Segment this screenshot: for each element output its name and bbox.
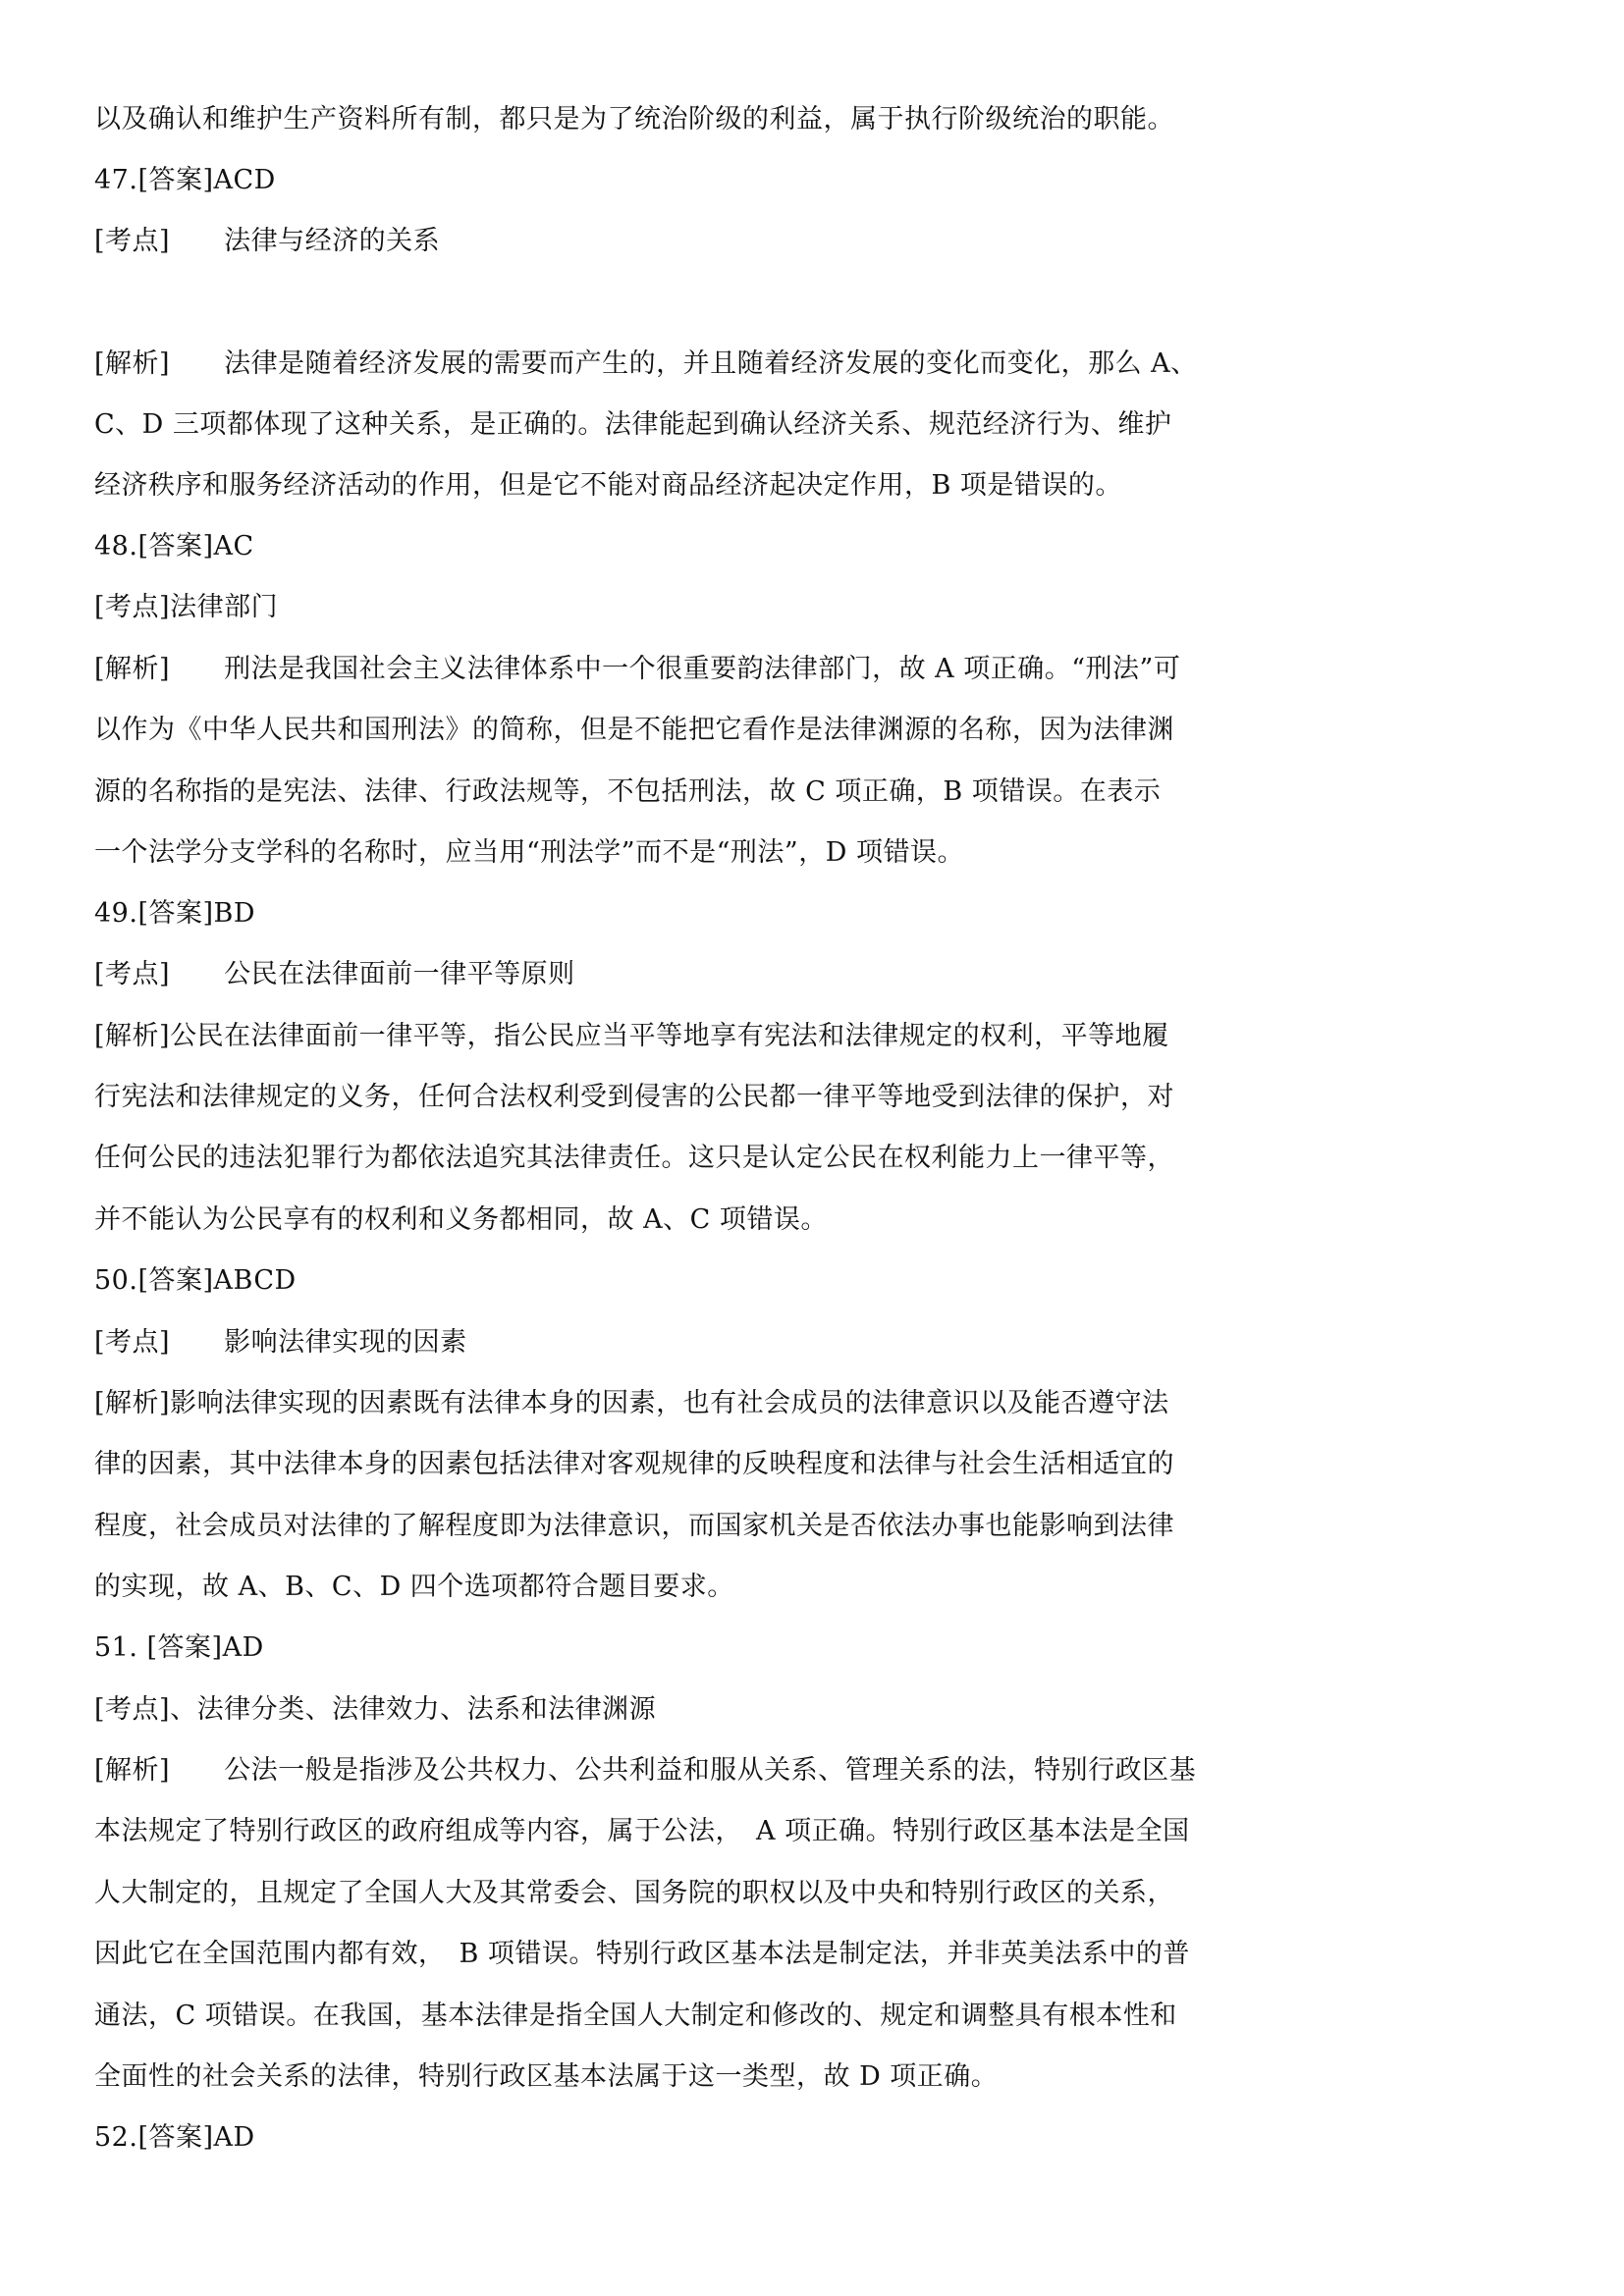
answer-52: 52.[答案]AD — [94, 2122, 255, 2153]
text-line: 全面性的社会关系的法律，特别行政区基本法属于这一类型，故 D 项正确。 — [94, 2061, 999, 2092]
text-line: 行宪法和法律规定的义务，任何合法权利受到侵害的公民都一律平等地受到法律的保护，对 — [94, 1082, 1174, 1112]
text-line: 经济秩序和服务经济活动的作用，但是它不能对商品经济起决定作用，B 项是错误的。 — [94, 470, 1122, 501]
topic-51: [考点]、法律分类、法律效力、法系和法律渊源 — [94, 1694, 657, 1725]
topic-47: [考点] 法律与经济的关系 — [94, 226, 441, 256]
analysis-48: [解析] 刑法是我国社会主义法律体系中一个很重要韵法律部门，故 A 项正确。“刑法”可 — [94, 654, 1181, 684]
text-line: 一个法学分支学科的名称时，应当用“刑法学”而不是“刑法”，D 项错误。 — [94, 837, 964, 868]
text-line: 以及确认和维护生产资料所有制，都只是为了统治阶级的利益，属于执行阶级统治的职能。 — [94, 104, 1174, 134]
analysis-49: [解析]公民在法律面前一律平等，指公民应当平等地享有宪法和法律规定的权利，平等地履 — [94, 1021, 1169, 1051]
text-line: 程度，社会成员对法律的了解程度即为法律意识，而国家机关是否依法办事也能影响到法律 — [94, 1511, 1174, 1541]
answer-49: 49.[答案]BD — [94, 898, 255, 929]
text-line: 人大制定的，且规定了全国人大及其常委会、国务院的职权以及中央和特别行政区的关系， — [94, 1878, 1174, 1908]
answer-50: 50.[答案]ABCD — [94, 1265, 297, 1296]
text-line: 任何公民的违法犯罪行为都依法追究其法律责任。这只是认定公民在权利能力上一律平等， — [94, 1143, 1174, 1173]
text-line: 的实现，故 A、B、C、D 四个选项都符合题目要求。 — [94, 1572, 734, 1602]
text-line: 通法，C 项错误。在我国，基本法律是指全国人大制定和修改的、规定和调整具有根本性和 — [94, 2001, 1177, 2031]
text-line: 律的因素，其中法律本身的因素包括法律对客观规律的反映程度和法律与社会生活相适宜的 — [94, 1449, 1174, 1479]
text-line: 因此它在全国范围内都有效， B 项错误。特别行政区基本法是制定法，并非英美法系中的普 — [94, 1939, 1190, 1969]
answer-51: 51. [答案]AD — [94, 1632, 264, 1663]
text-line: C、D 三项都体现了这种关系，是正确的。法律能起到确认经济关系、规范经济行为、维护 — [94, 409, 1172, 440]
text-line: 源的名称指的是宪法、法律、行政法规等，不包括刑法，故 C 项正确，B 项错误。在表示 — [94, 776, 1162, 807]
analysis-47: [解析] 法律是随着经济发展的需要而产生的，并且随着经济发展的变化而变化，那么 A、 — [94, 348, 1198, 379]
analysis-51: [解析] 公法一般是指涉及公共权力、公共利益和服从关系、管理关系的法，特别行政区基 — [94, 1755, 1197, 1786]
answer-48: 48.[答案]AC — [94, 531, 254, 561]
answer-47: 47.[答案]ACD — [94, 165, 276, 195]
topic-49: [考点] 公民在法律面前一律平等原则 — [94, 959, 575, 989]
topic-50: [考点] 影响法律实现的因素 — [94, 1327, 467, 1358]
text-line: 并不能认为公民享有的权利和义务都相同，故 A、C 项错误。 — [94, 1204, 828, 1235]
text-line: 以作为《中华人民共和国刑法》的简称，但是不能把它看作是法律渊源的名称，因为法律渊 — [94, 715, 1174, 745]
analysis-50: [解析]影响法律实现的因素既有法律本身的因素，也有社会成员的法律意识以及能否遵守法 — [94, 1388, 1169, 1418]
topic-48: [考点]法律部门 — [94, 592, 279, 622]
text-line: 本法规定了特别行政区的政府组成等内容，属于公法， A 项正确。特别行政区基本法是全国 — [94, 1816, 1190, 1846]
